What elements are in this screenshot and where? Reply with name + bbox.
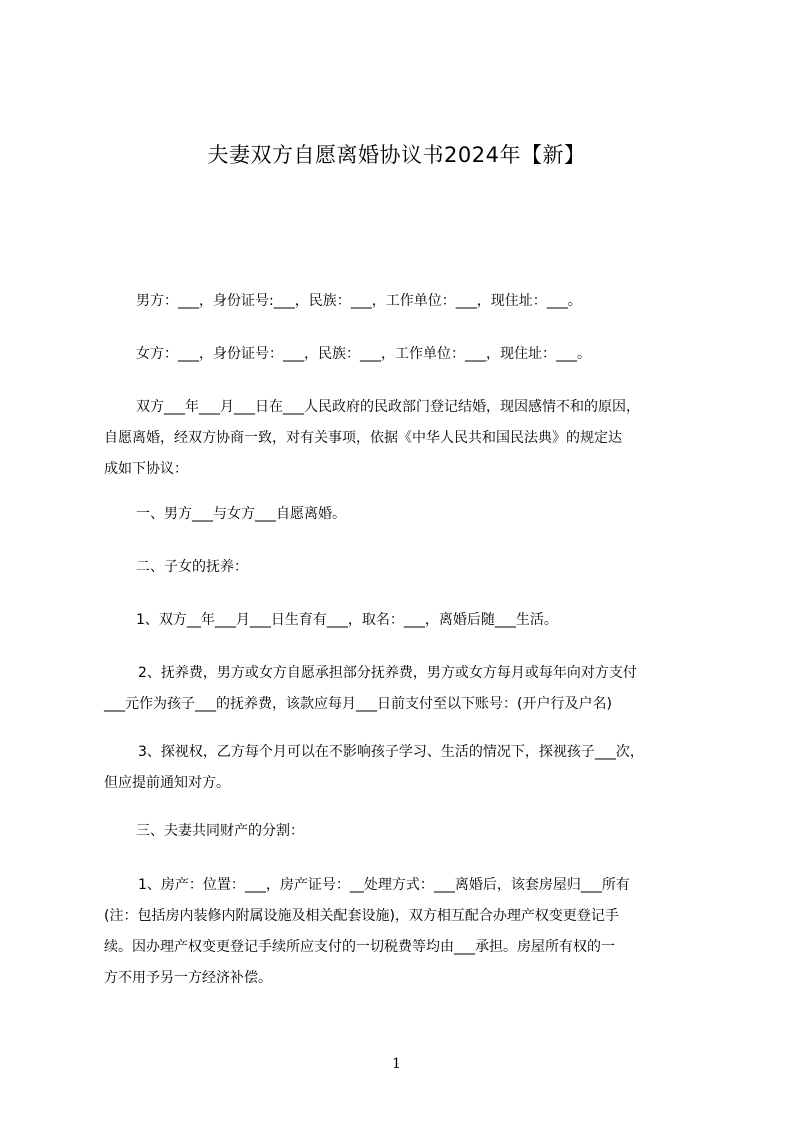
paragraph-line: 方不用予另一方经济补偿。 [104,970,272,986]
paragraph-clause-2-1 [104,605,722,636]
paragraph-line: 1、房产：位置：___，房产证号：__处理方式：___离婚后，该套房屋归___所有 [138,877,630,893]
paragraph-clause-2-3 [104,737,690,799]
paragraph-line: 男方：___，身份证号:___，民族：___，工作单位：___，现住址：___。 [136,293,582,309]
paragraph-line: 三、夫妻共同财产的分割： [136,823,304,839]
paragraph-line: ___元作为孩子___的抚养费，该款应每月___日前支付至以下账号：(开户行及户名) [104,696,612,712]
paragraph-clause-2 [104,552,722,583]
paragraph-clause-2-2 [104,658,690,720]
document-title: 夫妻双方自愿离婚协议书2024年【新】 [207,143,586,167]
paragraph-line: 双方___年___月___日在___人民政府的民政部门登记结婚，现因感情不和的原因， [136,399,640,415]
paragraph-line: (注：包括房内装修内附属设施及相关配套设施)，双方相互配合办理产权变更登记手 [104,908,619,924]
paragraph-line: 3、探视权，乙方每个月可以在不影响孩子学习、生活的情况下，探视孩子___次， [138,744,644,760]
paragraph-line: 续。因办理产权变更登记手续所应支付的一切税费等均由___承担。房屋所有权的一 [104,939,615,955]
paragraph-line: 1、双方__年___月___日生育有___，取名：___，离婚后随___生活。 [136,612,558,628]
paragraph-line: 2、抚养费，男方或女方自愿承担部分抚养费，男方或女方每月或每年向对方支付 [138,665,637,681]
paragraph-line: 成如下协议： [104,461,188,477]
page-number: 1 [392,1056,401,1072]
paragraph-clause-3 [104,816,722,847]
paragraph-line: 但应提前通知对方。 [104,775,230,791]
paragraph-clause-1 [104,499,722,530]
paragraph-female-party [104,339,722,370]
paragraph-preamble [104,392,690,485]
paragraph-male-party [104,286,722,317]
paragraph-line: 自愿离婚，经双方协商一致，对有关事项，依据《中华人民共和国民法典》的规定达 [104,430,622,446]
paragraph-line: 女方：___，身份证号：___，民族：___，工作单位：___，现住址：___。 [136,346,591,362]
paragraph-clause-3-1 [104,870,690,994]
paragraph-line: 二、子女的抚养： [136,559,248,575]
paragraph-line: 一、男方___与女方___自愿离婚。 [136,506,346,522]
